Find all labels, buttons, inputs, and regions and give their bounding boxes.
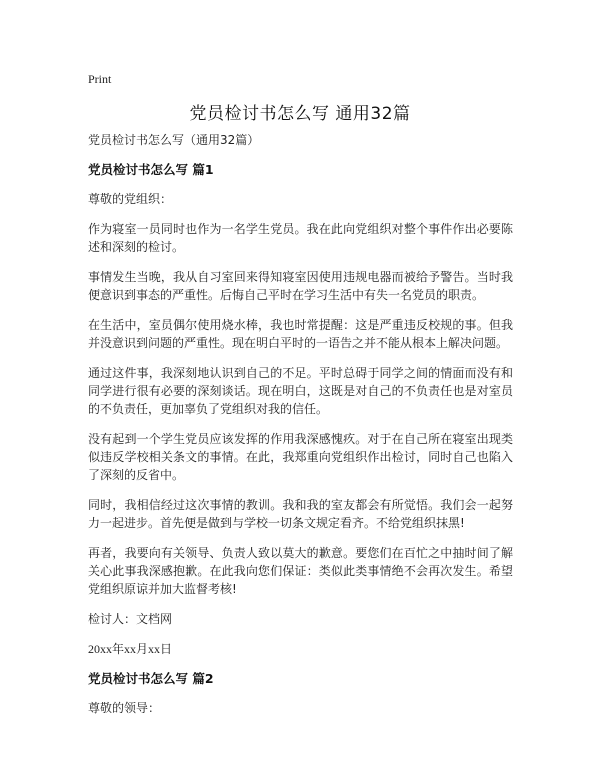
salutation: 尊敬的领导： (88, 701, 161, 715)
section-2 (88, 670, 513, 717)
section-heading: 党员检讨书怎么写 篇2 (88, 671, 214, 686)
page-title: 党员检讨书怎么写 通用32篇 (189, 104, 411, 124)
paragraph: 事情发生当晚，我从自习室回来得知寝室因使用违规电器而被给予警告。当时我便意识到事态的严重性。后悔自己平时在学习生活中有失一名党员的职责。 (88, 270, 513, 302)
section-1 (88, 161, 513, 658)
paragraph: 再者，我要向有关领导、负责人致以莫大的歉意。要您们在百忙之中抽时间了解关心此事我深感抱歉。在此我向您们保证：类似此类事情绝不会再次发生。希望党组织原谅并加大监督考核! (88, 546, 513, 596)
section-heading: 党员检讨书怎么写 篇1 (88, 162, 214, 177)
date: 20xx年xx月xx日 (88, 642, 173, 656)
paragraph: 作为寝室一员同时也作为一名学生党员。我在此向党组织对整个事件作出必要陈述和深刻的检讨。 (88, 222, 513, 254)
paragraph: 没有起到一个学生党员应该发挥的作用我深感愧疚。对于在自己所在寝室出现类似违反学校相关条文的事情。在此，我郑重向党组织作出检讨，同时自己也陷入了深刻的反省中。 (88, 432, 513, 482)
paragraph: 同时，我相信经过这次事情的教训。我和我的室友都会有所觉悟。我们会一起努力一起进步。首先便是做到与学校一切条文规定看齐。不给党组织抹黑! (88, 498, 513, 530)
document-subtitle: 党员检讨书怎么写（通用32篇） (88, 133, 260, 147)
paragraph: 通过这件事，我深刻地认识到自己的不足。平时总碍于同学之间的情面而没有和同学进行很有必要的深刻谈话。现在明白，这既是对自己的不负责任也是对室员的不负责任，更加辜负了党组织对我的信任。 (88, 366, 513, 416)
document-body (88, 131, 513, 729)
signature: 检讨人：文档网 (88, 612, 173, 626)
print-link[interactable]: Print (88, 72, 112, 86)
salutation: 尊敬的党组织： (88, 192, 173, 206)
paragraph: 在生活中，室员偶尔使用烧水棒，我也时常提醒：这是严重违反校规的事。但我并没意识到问题的严重性。现在明白平时的一语告之并不能从根本上解决问题。 (88, 318, 513, 350)
